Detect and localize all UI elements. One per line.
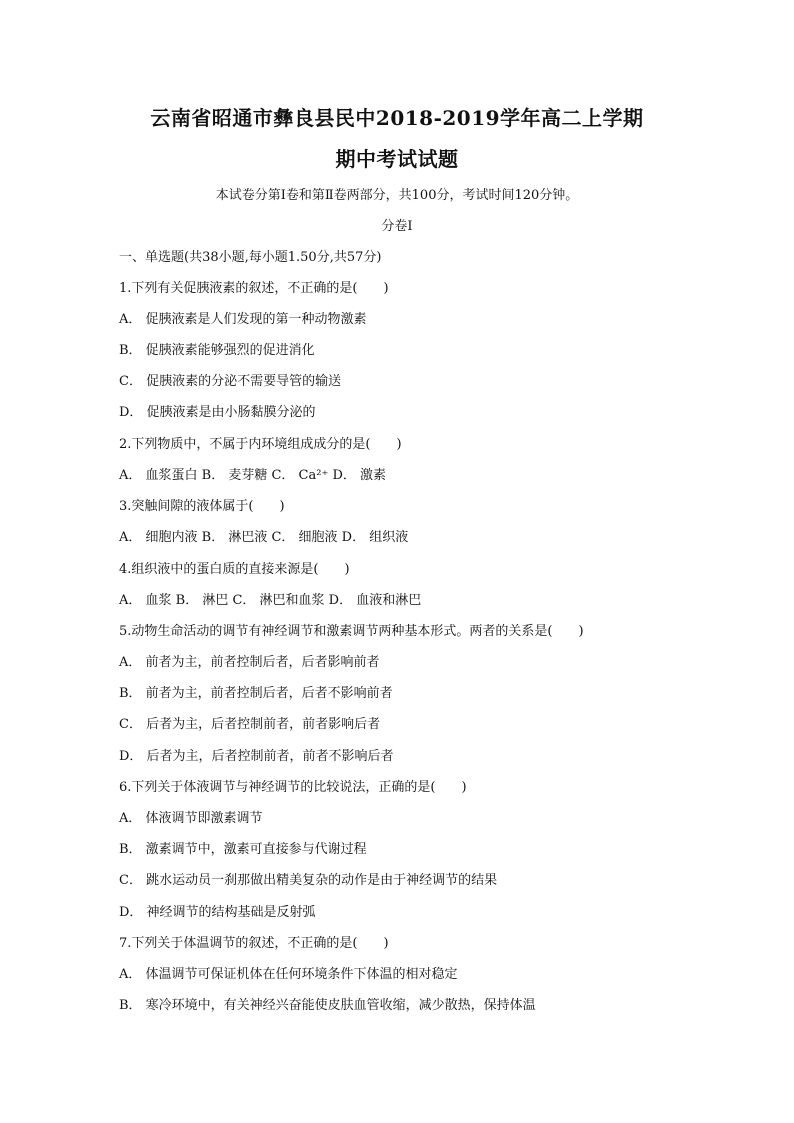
question-line: A． 血浆蛋白 B． 麦芽糖 C． Ca²⁺ D． 激素	[119, 468, 387, 483]
question-line: D． 促胰液素是由小肠黏膜分泌的	[119, 405, 316, 420]
question-line: 2.下列物质中，不属于内环境组成成分的是( )	[119, 437, 402, 452]
question-line: A． 前者为主，前者控制后者，后者影响前者	[119, 655, 380, 670]
question-line: B． 促胰液素能够强烈的促进消化	[119, 343, 315, 358]
question-line: A． 促胰液素是人们发现的第一种动物激素	[119, 312, 367, 327]
question-line: A． 体温调节可保证机体在任何环境条件下体温的相对稳定	[119, 967, 458, 982]
question-line: B． 前者为主，前者控制后者，后者不影响前者	[119, 686, 393, 701]
question-line: 7.下列关于体温调节的叙述，不正确的是( )	[119, 936, 389, 951]
question-line: D． 后者为主，后者控制前者，前者不影响后者	[119, 749, 394, 764]
question-line: C． 跳水运动员一刹那做出精美复杂的动作是由于神经调节的结果	[119, 873, 498, 888]
question-line: 4.组织液中的蛋白质的直接来源是( )	[119, 562, 350, 577]
question-line: B． 激素调节中，激素可直接参与代谢过程	[119, 842, 367, 857]
question-line: 1.下列有关促胰液素的叙述，不正确的是( )	[119, 281, 389, 296]
title-line-2: 期中考试试题	[335, 147, 459, 171]
question-line: A． 细胞内液 B． 淋巴液 C． 细胞液 D． 组织液	[119, 530, 409, 545]
question-line: B． 寒冷环境中，有关神经兴奋能使皮肤血管收缩，减少散热，保持体温	[119, 998, 536, 1013]
question-line: A． 血浆 B． 淋巴 C． 淋巴和血浆 D． 血液和淋巴	[119, 593, 422, 608]
question-line: C． 后者为主，后者控制前者，前者影响后者	[119, 717, 381, 732]
question-line: 5.动物生命活动的调节有神经调节和激素调节两种基本形式。两者的关系是( )	[119, 624, 584, 639]
section-heading: 一、单选题(共38小题,每小题1.50分,共57分)	[119, 250, 382, 265]
question-line: 6.下列关于体液调节与神经调节的比较说法，正确的是( )	[119, 780, 467, 795]
question-line: D． 神经调节的结构基础是反射弧	[119, 905, 316, 920]
question-line: C． 促胰液素的分泌不需要导管的输送	[119, 374, 342, 389]
volume-heading: 分卷I	[381, 219, 413, 234]
question-line: 3.突触间隙的液体属于( )	[119, 499, 285, 514]
title-line-1: 云南省昭通市彝良县民中2018-2019学年高二上学期	[150, 106, 644, 130]
exam-intro: 本试卷分第Ⅰ卷和第Ⅱ卷两部分，共100分，考试时间120分钟。	[215, 188, 579, 203]
question-line: A． 体液调节即激素调节	[119, 811, 263, 826]
